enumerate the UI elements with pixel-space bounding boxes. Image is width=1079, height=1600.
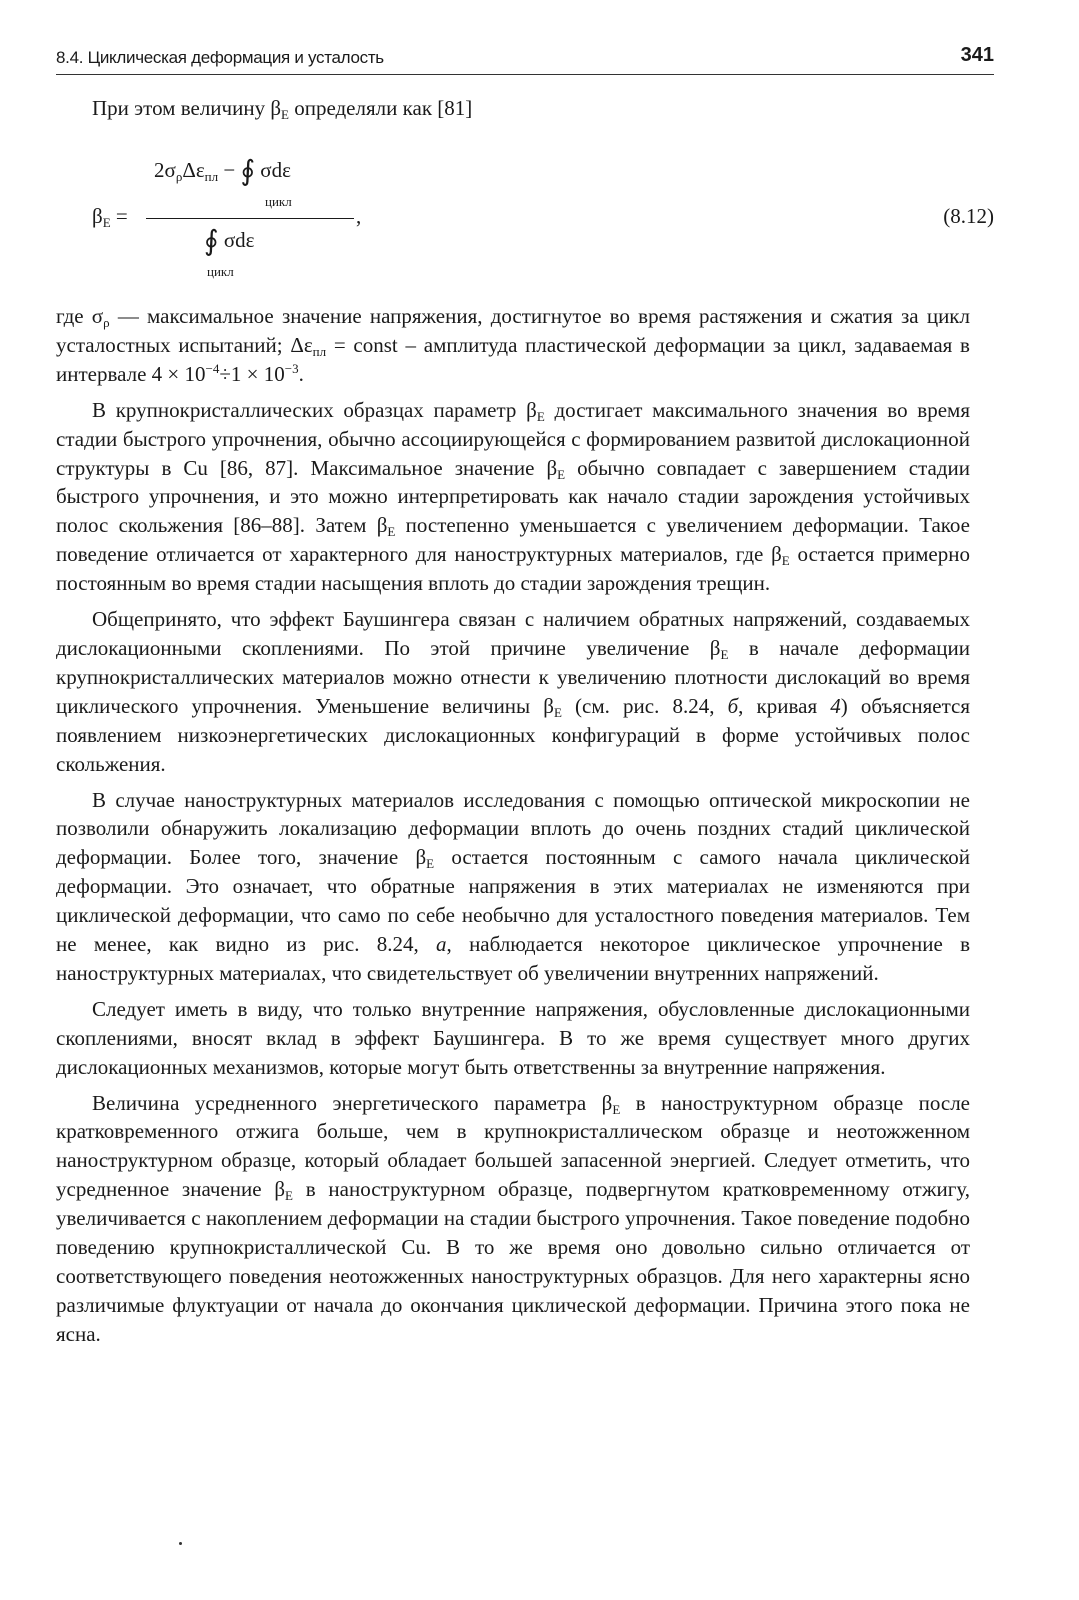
header-rule (56, 74, 994, 75)
numerator-cycle-label: цикл (265, 194, 292, 209)
body-text (56, 302, 970, 1356)
fraction-bar (146, 218, 354, 219)
equation-8-12: $\beta_E$ = $2\sigma_\rho\Delta\varepsilon_{пл}$ − ∮ σdε цикл , ∮ σdε цикл (8.12) (92, 156, 994, 279)
paragraph: Следует иметь в виду, что только внутренние напряжения, обусловленные дислокационными скоплениями, вносят вклад в эффект Баушингера. В то же время существует много других дислокационных механизмов, которые могут быть ответственны за внутренние напряжения. (56, 996, 970, 1079)
paragraph: Общепринято, что эффект Баушингера связан с наличием обратных напряжений, создаваемых дислокационными скоплениями. По этой причине увеличение $\beta_E$ в начале деформации крупнокристаллических материалов можно отнести к увеличению плотности дислокаций во время циклического упрочнения. Уменьшение величины $\beta_E$ (см. рис. 8.24, б, кривая 4) объясняется появлением низкоэнергетических дислокационных конфигураций в форме устойчивых полос скольжения. (56, 607, 971, 776)
formula-lhs: $\beta_E$ = (92, 204, 128, 230)
formula-numerator: $2\sigma_\rho\Delta\varepsilon_{пл}$ − ∮ σdε (154, 156, 291, 187)
formula-denominator: ∮ σdε (204, 226, 255, 257)
paragraph: где $\sigma_\rho$ — максимальное значение напряжения, достигнутое во время растяжения и сжатия за цикл усталостных испытаний; $\Delta\varepsilon_{пл}$ = const – амплитуда пластической деформации за цикл, задаваемая в интервале $4 \times 10^{-4}\div 1 \times 10^{-3}$. (56, 304, 970, 386)
equation-number: (8.12) (943, 204, 994, 228)
running-header (56, 44, 994, 74)
contour-integral-icon: ∮ (240, 156, 256, 187)
paragraph: В случае наноструктурных материалов исследования с помощью оптической микроскопии не позволили обнаружить локализацию деформации вплоть до очень поздних стадий циклической деформации. Более того, значение $\beta_E$ остается постоянным с самого начала циклической деформации. Это означает, что обратные напряжения в этих материалах не изменяются при циклической деформации, что само по себе необычно для усталостного поведения материалов. Тем не менее, как видно из рис. 8.24, а, наблюдается некоторое циклическое упрочнение в наноструктурных материалах, что свидетельствует об увеличении внутренних напряжений. (56, 787, 970, 985)
paragraph: В крупнокристаллических образцах параметр $\beta_E$ достигает максимального значения во время стадии быстрого упрочнения, обычно ассоциирующейся с формированием развитой дислокационной структуры в Cu [86, 87]. Максимальное значение $\beta_E$ обычно совпадает с завершением стадии быстрого упрочнения, и это можно интерпретировать как начало стадии зарождения устойчивых полос скольжения [86–88]. Затем $\beta_E$ постепенно уменьшается с увеличением деформации. Такое поведение отличается от характерного для наноструктурных материалов, где $\beta_E$ остается примерно постоянным во время стадии насыщения вплоть до стадии зарождения трещин. (56, 397, 970, 596)
print-speck (179, 1542, 182, 1545)
page-number: 341 (960, 44, 994, 66)
formula-intro: При этом величину $\beta_E$ определяли как [81] (92, 96, 473, 122)
paragraph: Величина усредненного энергетического параметра $\beta_E$ в наноструктурном образце после кратковременного отжига больше, чем в крупнокристаллическом образце и неотожженном наноструктурном образце, который обладает большей запасенной энергией. Следует отметить, что усредненное значение $\beta_E$ в наноструктурном образце, подвергнутом кратковременному отжигу, увеличивается с накоплением деформации на стадии быстрого упрочнения. Такое поведение подобно поведению крупнокристаллической Cu. В то же время оно довольно сильно отличается от соответствующего поведения неотожженных наноструктурных образцов. Для него характерны ясно различимые флуктуации от начала до окончания циклической деформации. Причина этого пока не ясна. (56, 1090, 970, 1346)
denominator-cycle-label: цикл (207, 264, 234, 279)
contour-integral-icon: ∮ (204, 226, 219, 257)
chapter-section-title: 8.4. Циклическая деформация и усталость (56, 48, 384, 67)
